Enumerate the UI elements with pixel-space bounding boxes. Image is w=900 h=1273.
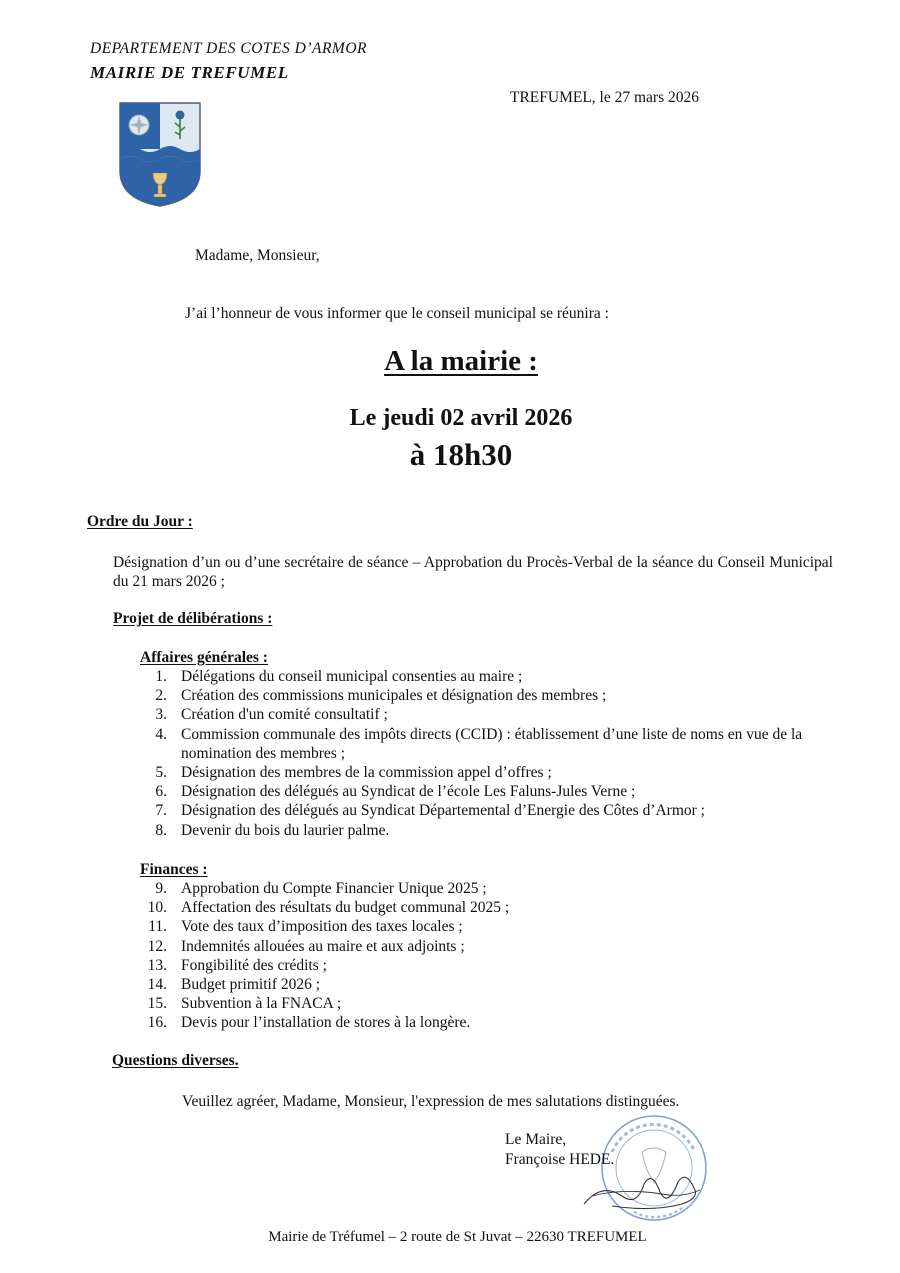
- department-header: DEPARTEMENT DES COTES D’ARMOR: [90, 40, 367, 57]
- mairie-stamp-icon: [582, 1112, 712, 1230]
- list-item: 15. Subvention à la FNACA ;: [147, 995, 342, 1013]
- questions-diverses: Questions diverses.: [112, 1052, 239, 1069]
- footer-address: Mairie de Tréfumel – 2 route de St Juvat – 22630 TREFUMEL: [268, 1229, 647, 1245]
- ordre-du-jour-title: Ordre du Jour :: [87, 513, 193, 530]
- coat-of-arms-icon: [117, 101, 203, 208]
- signature-title: Le Maire,: [505, 1131, 567, 1148]
- intro-text: J’ai l’honneur de vous informer que le conseil municipal se réunira :: [185, 305, 609, 322]
- letter-date: TREFUMEL, le 27 mars 2026: [510, 89, 699, 106]
- list-item: 14. Budget primitif 2026 ;: [147, 976, 321, 994]
- affaires-generales-list: [147, 667, 835, 840]
- ordre-paragraph: Désignation d’un ou d’une secrétaire de séance – Approbation du Procès-Verbal de la séance du Conseil Municipal du 21 mars 2026 ;: [113, 554, 833, 590]
- list-item: 1. Délégations du conseil municipal consenties au maire ;: [155, 668, 523, 685]
- list-item: 13. Fongibilité des crédits ;: [147, 956, 327, 974]
- list-item: 2. Création des commissions municipales et désignation des membres ;: [155, 687, 607, 705]
- meeting-date: Le jeudi 02 avril 2026: [349, 405, 573, 431]
- list-item: 16. Devis pour l’installation de stores à la longère.: [147, 1014, 471, 1032]
- meeting-time: à 18h30: [409, 437, 513, 472]
- closing-text: Veuillez agréer, Madame, Monsieur, l'expression de mes salutations distinguées.: [182, 1093, 680, 1110]
- list-item: 11. Vote des taux d’imposition des taxes locales ;: [148, 918, 463, 936]
- list-item: 3. Création d'un comité consultatif ;: [155, 706, 388, 724]
- finances-list: [147, 879, 835, 1033]
- list-item: 9. Approbation du Compte Financier Unique 2025 ;: [155, 880, 487, 897]
- list-item: 6. Désignation des délégués au Syndicat de l’école Les Faluns-Jules Verne ;: [155, 783, 636, 801]
- list-item: 10. Affectation des résultats du budget communal 2025 ;: [147, 899, 510, 917]
- mairie-header: MAIRIE DE TREFUMEL: [90, 63, 289, 82]
- affaires-generales-title: Affaires générales :: [140, 649, 268, 666]
- finances-title: Finances :: [140, 861, 208, 878]
- signature-name: Françoise HEDE.: [505, 1151, 615, 1168]
- meeting-place: A la mairie :: [384, 345, 538, 377]
- list-item: 8. Devenir du bois du laurier palme.: [155, 821, 390, 839]
- projet-title: Projet de délibérations :: [113, 610, 273, 627]
- list-item: 4. Commission communale des impôts directs (CCID) : établissement d’une liste de noms en vue de la nomination des membres ;: [155, 725, 803, 762]
- list-item: 12. Indemnités allouées au maire et aux adjoints ;: [147, 937, 465, 955]
- salutation: Madame, Monsieur,: [195, 247, 320, 264]
- list-item: 7. Désignation des délégués au Syndicat Départemental d’Energie des Côtes d’Armor ;: [155, 802, 705, 820]
- list-item: 5. Désignation des membres de la commission appel d’offres ;: [155, 764, 552, 782]
